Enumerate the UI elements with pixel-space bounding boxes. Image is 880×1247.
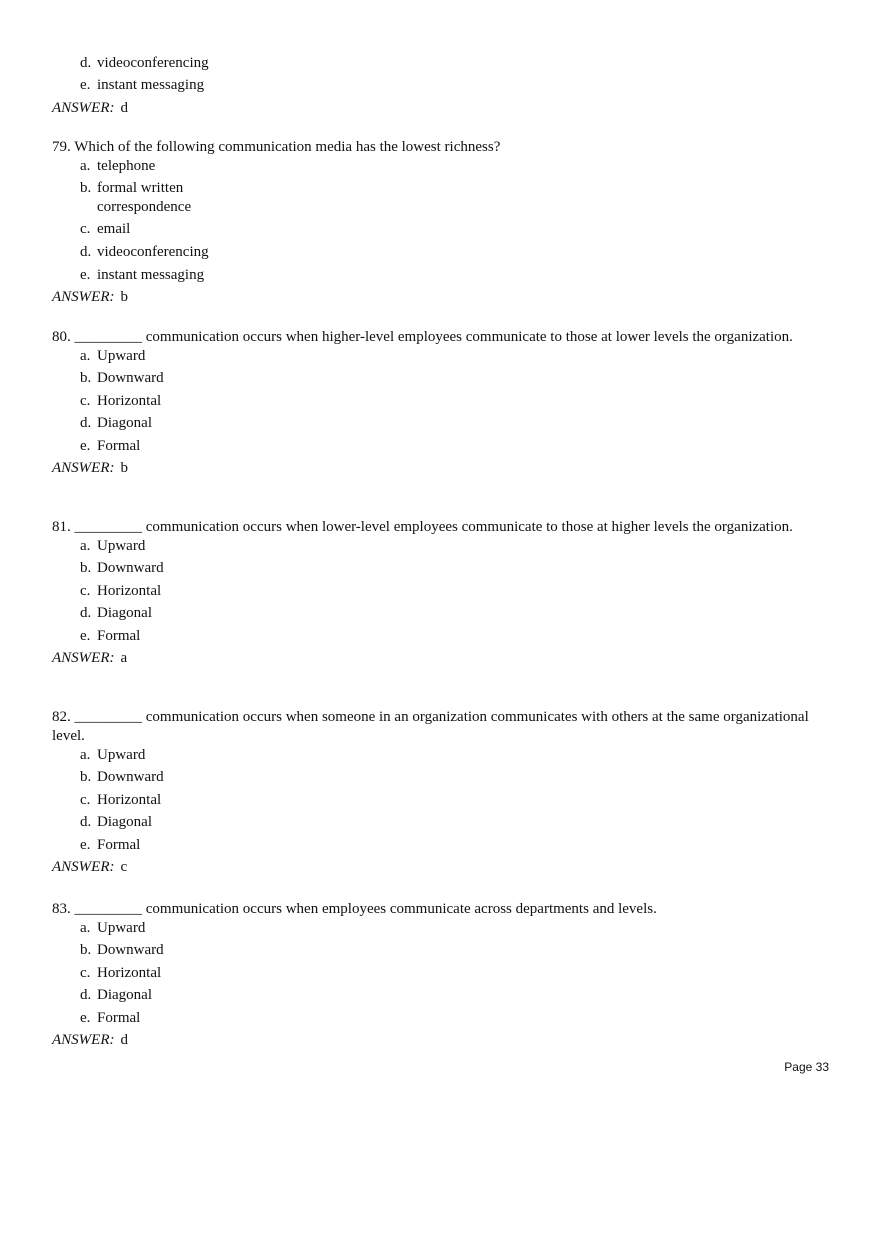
answer-value: b bbox=[120, 289, 128, 305]
option-text: Diagonal bbox=[97, 814, 152, 830]
option-letter: b. bbox=[80, 942, 92, 958]
answer-value: d bbox=[120, 1032, 128, 1048]
question-79 bbox=[52, 138, 812, 307]
answer-line bbox=[52, 649, 812, 668]
answer-value: d bbox=[120, 100, 128, 116]
option-text: Upward bbox=[97, 538, 146, 554]
option-c bbox=[52, 582, 812, 604]
option-text: telephone bbox=[97, 158, 156, 174]
option-text: Downward bbox=[97, 769, 164, 785]
option-c bbox=[52, 964, 812, 986]
answer-label: ANSWER: bbox=[52, 1032, 115, 1048]
answer-line bbox=[52, 288, 812, 307]
option-text: videoconferencing bbox=[97, 244, 209, 260]
option-text: Upward bbox=[97, 747, 146, 763]
option-d bbox=[52, 243, 812, 266]
option-e bbox=[52, 437, 812, 459]
option-c bbox=[52, 791, 812, 813]
option-d bbox=[52, 986, 812, 1009]
option-text: instant messaging bbox=[97, 267, 205, 283]
option-e bbox=[52, 1009, 812, 1031]
question-80 bbox=[52, 328, 812, 478]
option-letter: e. bbox=[80, 837, 91, 853]
option-letter: c. bbox=[80, 792, 91, 808]
option-text: Formal bbox=[97, 837, 141, 853]
answer-value: c bbox=[120, 859, 128, 875]
answer-value: b bbox=[120, 460, 128, 476]
option-text: Horizontal bbox=[97, 393, 162, 409]
option-letter: c. bbox=[80, 965, 91, 981]
option-text: Downward bbox=[97, 370, 164, 386]
option-b bbox=[52, 559, 812, 582]
option-letter: b. bbox=[80, 560, 92, 576]
option-d bbox=[52, 414, 812, 437]
option-text: instant messaging bbox=[97, 77, 205, 93]
option-text: Diagonal bbox=[97, 415, 152, 431]
option-text: Downward bbox=[97, 942, 164, 958]
option-a bbox=[52, 347, 812, 369]
option-letter: e. bbox=[80, 1010, 91, 1026]
option-letter: d. bbox=[80, 244, 92, 260]
option-d bbox=[52, 54, 812, 76]
option-letter: b. bbox=[80, 180, 92, 196]
option-text: Formal bbox=[97, 628, 141, 644]
answer-value: a bbox=[120, 650, 128, 666]
answer-line bbox=[52, 459, 812, 478]
option-b bbox=[52, 369, 812, 392]
option-text: formal written correspondence bbox=[97, 180, 192, 215]
question-text: 81. _________ communication occurs when lower-level employees communicate to those at higher levels the organization. bbox=[52, 519, 793, 535]
option-letter: e. bbox=[80, 438, 91, 454]
option-letter: b. bbox=[80, 769, 92, 785]
option-letter: e. bbox=[80, 267, 91, 283]
option-text: Upward bbox=[97, 920, 146, 936]
answer-label: ANSWER: bbox=[52, 289, 115, 305]
option-letter: c. bbox=[80, 583, 91, 599]
option-a bbox=[52, 919, 812, 941]
option-a bbox=[52, 157, 812, 179]
question-text: 82. _________ communication occurs when someone in an organization communicates with others at the same organizational level. bbox=[52, 709, 809, 744]
option-letter: b. bbox=[80, 370, 92, 386]
option-letter: a. bbox=[80, 348, 91, 364]
option-e bbox=[52, 266, 812, 288]
option-text: Horizontal bbox=[97, 583, 162, 599]
option-letter: a. bbox=[80, 920, 91, 936]
option-text: videoconferencing bbox=[97, 55, 209, 71]
option-c bbox=[52, 392, 812, 414]
question-text: 83. _________ communication occurs when employees communicate across departments and levels. bbox=[52, 901, 657, 917]
option-b bbox=[52, 179, 812, 220]
option-text: Upward bbox=[97, 348, 146, 364]
option-d bbox=[52, 604, 812, 627]
answer-line bbox=[52, 858, 812, 877]
answer-label: ANSWER: bbox=[52, 460, 115, 476]
answer-label: ANSWER: bbox=[52, 100, 115, 116]
option-letter: a. bbox=[80, 158, 91, 174]
option-e bbox=[52, 627, 812, 649]
option-letter: d. bbox=[80, 415, 92, 431]
option-d bbox=[52, 813, 812, 836]
question-text: 80. _________ communication occurs when higher-level employees communicate to those at lower levels the organization. bbox=[52, 329, 793, 345]
option-letter: e. bbox=[80, 628, 91, 644]
answer-label: ANSWER: bbox=[52, 859, 115, 875]
question-83 bbox=[52, 900, 812, 1050]
question-82 bbox=[52, 708, 812, 877]
option-letter: d. bbox=[80, 55, 92, 71]
option-e bbox=[52, 836, 812, 858]
answer-label: ANSWER: bbox=[52, 650, 115, 666]
option-text: Formal bbox=[97, 438, 141, 454]
option-text: Downward bbox=[97, 560, 164, 576]
option-b bbox=[52, 941, 812, 964]
option-text: Diagonal bbox=[97, 605, 152, 621]
page-number: Page 33 bbox=[784, 1060, 829, 1074]
option-letter: d. bbox=[80, 814, 92, 830]
option-text: Horizontal bbox=[97, 965, 162, 981]
option-letter: e. bbox=[80, 77, 91, 93]
option-letter: d. bbox=[80, 987, 92, 1003]
answer-line bbox=[52, 1031, 812, 1050]
option-a bbox=[52, 746, 812, 768]
question-81 bbox=[52, 518, 812, 668]
option-text: Formal bbox=[97, 1010, 141, 1026]
option-c bbox=[52, 220, 812, 243]
option-e bbox=[52, 76, 812, 99]
option-letter: c. bbox=[80, 393, 91, 409]
option-letter: d. bbox=[80, 605, 92, 621]
option-text: email bbox=[97, 221, 131, 237]
answer-line bbox=[52, 99, 812, 118]
option-a bbox=[52, 537, 812, 559]
question-text: 79. Which of the following communication media has the lowest richness? bbox=[52, 139, 501, 155]
option-letter: a. bbox=[80, 538, 91, 554]
option-text: Diagonal bbox=[97, 987, 152, 1003]
option-letter: c. bbox=[80, 221, 91, 237]
option-b bbox=[52, 768, 812, 791]
option-text: Horizontal bbox=[97, 792, 162, 808]
option-letter: a. bbox=[80, 747, 91, 763]
question-78-continued bbox=[52, 54, 812, 118]
